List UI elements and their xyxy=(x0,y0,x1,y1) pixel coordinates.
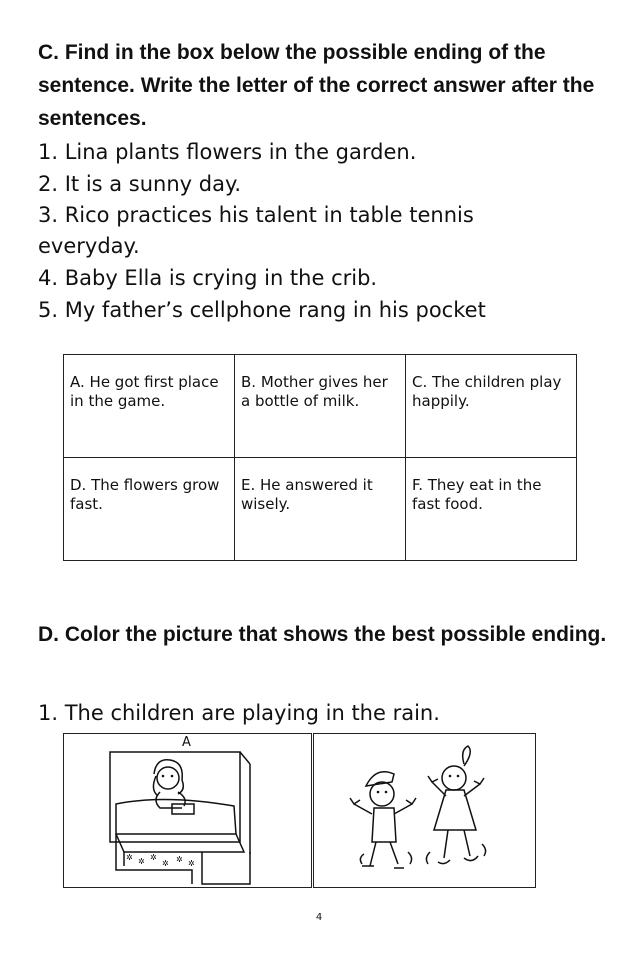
choices-row xyxy=(64,458,577,561)
choice-e: E. He answered it wisely. xyxy=(235,458,406,561)
choice-c: C. The children play happily. xyxy=(406,355,577,458)
picture-a-box[interactable] xyxy=(63,733,312,888)
choice-d: D. The flowers grow fast. xyxy=(64,458,235,561)
svg-text:✲: ✲ xyxy=(162,859,169,868)
choice-b: B. Mother gives her a bottle of milk. xyxy=(235,355,406,458)
sentence-3-continued: everyday. xyxy=(38,234,140,258)
svg-text:✲: ✲ xyxy=(176,855,183,864)
sentence-2: 2. It is a sunny day. xyxy=(38,172,242,196)
choices-row xyxy=(64,355,577,458)
answer-choices-table xyxy=(63,354,577,561)
choice-f: F. They eat in the fast food. xyxy=(406,458,577,561)
section-d-heading: D. Color the picture that shows the best possible ending. xyxy=(38,623,607,646)
sentence-5: 5. My father’s cellphone rang in his pocket xyxy=(38,298,486,322)
sentence-4: 4. Baby Ella is crying in the crib. xyxy=(38,266,378,290)
svg-text:✲: ✲ xyxy=(126,853,133,862)
choice-a: A. He got first place in the game. xyxy=(64,355,235,458)
sentence-1: 1. Lina plants flowers in the garden. xyxy=(38,140,417,164)
page-number: 4 xyxy=(315,912,323,923)
picture-a-label: A xyxy=(182,735,191,750)
section-c-heading: C. Find in the box below the possible ending of the sentence. Write the letter of the correct answer after the sentences. xyxy=(38,41,595,130)
svg-text:✲: ✲ xyxy=(188,859,195,868)
section-d-question: 1. The children are playing in the rain. xyxy=(38,701,440,725)
svg-text:✲: ✲ xyxy=(138,857,145,866)
sentence-3: 3. Rico practices his talent in table tennis xyxy=(38,203,474,227)
girl-in-bed-illustration xyxy=(64,734,311,887)
picture-b-box[interactable] xyxy=(313,733,536,888)
children-playing-illustration xyxy=(314,734,535,887)
svg-text:✲: ✲ xyxy=(150,853,157,862)
